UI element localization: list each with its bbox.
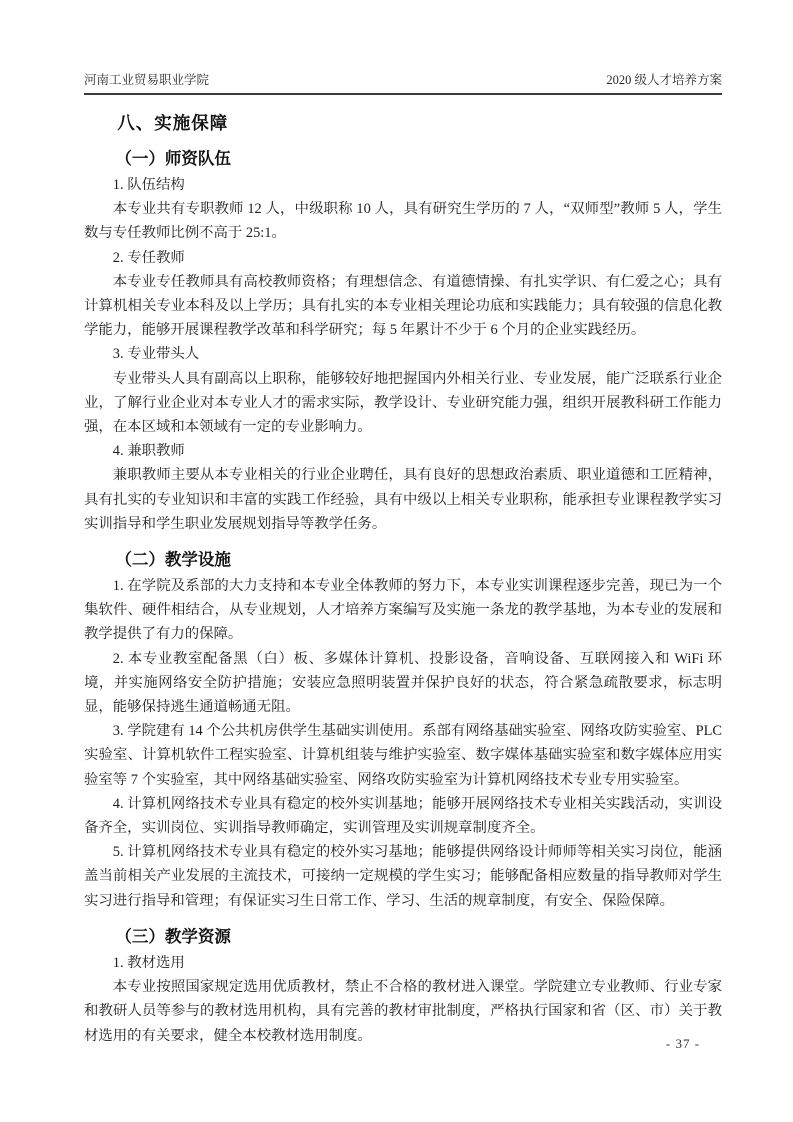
paragraph: 本专业按照国家规定选用优质教材，禁止不合格的教材进入课堂。学院建立专业教师、行业专家和教研人员等参与的教材选用机构，具有完善的教材审批制度，严格执行国家和省（区、市）关于教材选用的有关要求，健全本校教材选用制度。 <box>84 979 722 1044</box>
paragraph: 兼职教师主要从本专业相关的行业企业聘任，具有良好的思想政治素质、职业道德和工匠精神，具有扎实的专业知识和丰富的实践工作经验，具有中级以上相关专业职称，能承担专业课程教学实习实训指导和学生职业发展规划指导等教学任务。 <box>84 467 722 532</box>
subheading: 1. 教材选用 <box>112 954 185 971</box>
section-heading-3: （三）教学资源 <box>115 927 231 946</box>
paragraph: 5. 计算机网络技术专业具有稳定的校外实习基地；能够提供网络设计师师等相关实习岗位，能涵盖当前相关产业发展的主流技术，可接纳一定规模的学生实习；能够配备相应数量的指导教师对学生实习进行指导和管理；有保证实习生日常工作、学习、生活的规章制度，有安全、保险保障。 <box>84 844 722 909</box>
section-heading-2: （二）教学设施 <box>115 551 231 570</box>
header-doc-title: 2020 级人才培养方案 <box>606 73 722 87</box>
chapter-title: 八、实施保障 <box>117 113 229 133</box>
page-number: - 37 - <box>665 1036 701 1051</box>
page-header <box>84 72 722 95</box>
document-content <box>84 97 722 1048</box>
paragraph: 1. 在学院及系部的大力支持和本专业全体教师的努力下，本专业实训课程逐步完善，现已为一个集软件、硬件相结合，从专业规划，人才培养方案编写及实施一条龙的教学基地，为本专业的发展和教学提供了有力的保障。 <box>84 578 722 643</box>
subheading: 4. 兼职教师 <box>112 443 185 460</box>
paragraph: 3. 学院建有 14 个公共机房供学生基础实训使用。系部有网络基础实验室、网络攻防实验室、PLC 实验室、计算机软件工程实验室、计算机组装与维护实验室、数字媒体基础实验室和数字媒体应用实验室等 7 个实验室，其中网络基础实验室、网络攻防实验室为计算机网络技术专业专用实验室。 <box>84 723 723 788</box>
subheading: 1. 队伍结构 <box>112 177 185 193</box>
paragraph: 本专业共有专职教师 12 人，中级职称 10 人，具有研究生学历的 7 人，“双师型”教师 5 人，学生数与专任教师比例不高于 25:1。 <box>84 201 722 242</box>
paragraph: 4. 计算机网络技术专业具有稳定的校外实训基地；能够开展网络技术专业相关实践活动，实训设备齐全，实训岗位、实训指导教师确定，实训管理及实训规章制度齐全。 <box>84 795 722 837</box>
subheading: 2. 专任教师 <box>112 249 185 266</box>
paragraph: 2. 本专业教室配备黑（白）板、多媒体计算机、投影设备，音响设备、互联网接入和 WiFi 环境，并实施网络安全防护措施；安装应急照明装置并保护良好的状态，符合紧急疏散要求，标志明显，能够保持逃生通道畅通无阻。 <box>84 650 722 716</box>
header-school-name: 河南工业贸易职业学院 <box>84 73 210 87</box>
section-heading-1: （一）师资队伍 <box>115 150 231 168</box>
subheading: 3. 专业带头人 <box>112 346 200 363</box>
paragraph: 本专业专任教师具有高校教师资格；有理想信念、有道德情操、有扎实学识、有仁爱之心；具有计算机相关专业本科及以上学历；具有扎实的本专业相关理论功底和实践能力；具有较强的信息化教学能力，能够开展课程教学改革和科学研究；每 5 年累计不少于 6 个月的企业实践经历。 <box>84 273 722 339</box>
paragraph: 专业带头人具有副高以上职称，能够较好地把握国内外相关行业、专业发展，能广泛联系行业企业，了解行业企业对本专业人才的需求实际，教学设计、专业研究能力强，组织开展教科研工作能力强，在本区域和本领域有一定的专业影响力。 <box>84 370 722 436</box>
